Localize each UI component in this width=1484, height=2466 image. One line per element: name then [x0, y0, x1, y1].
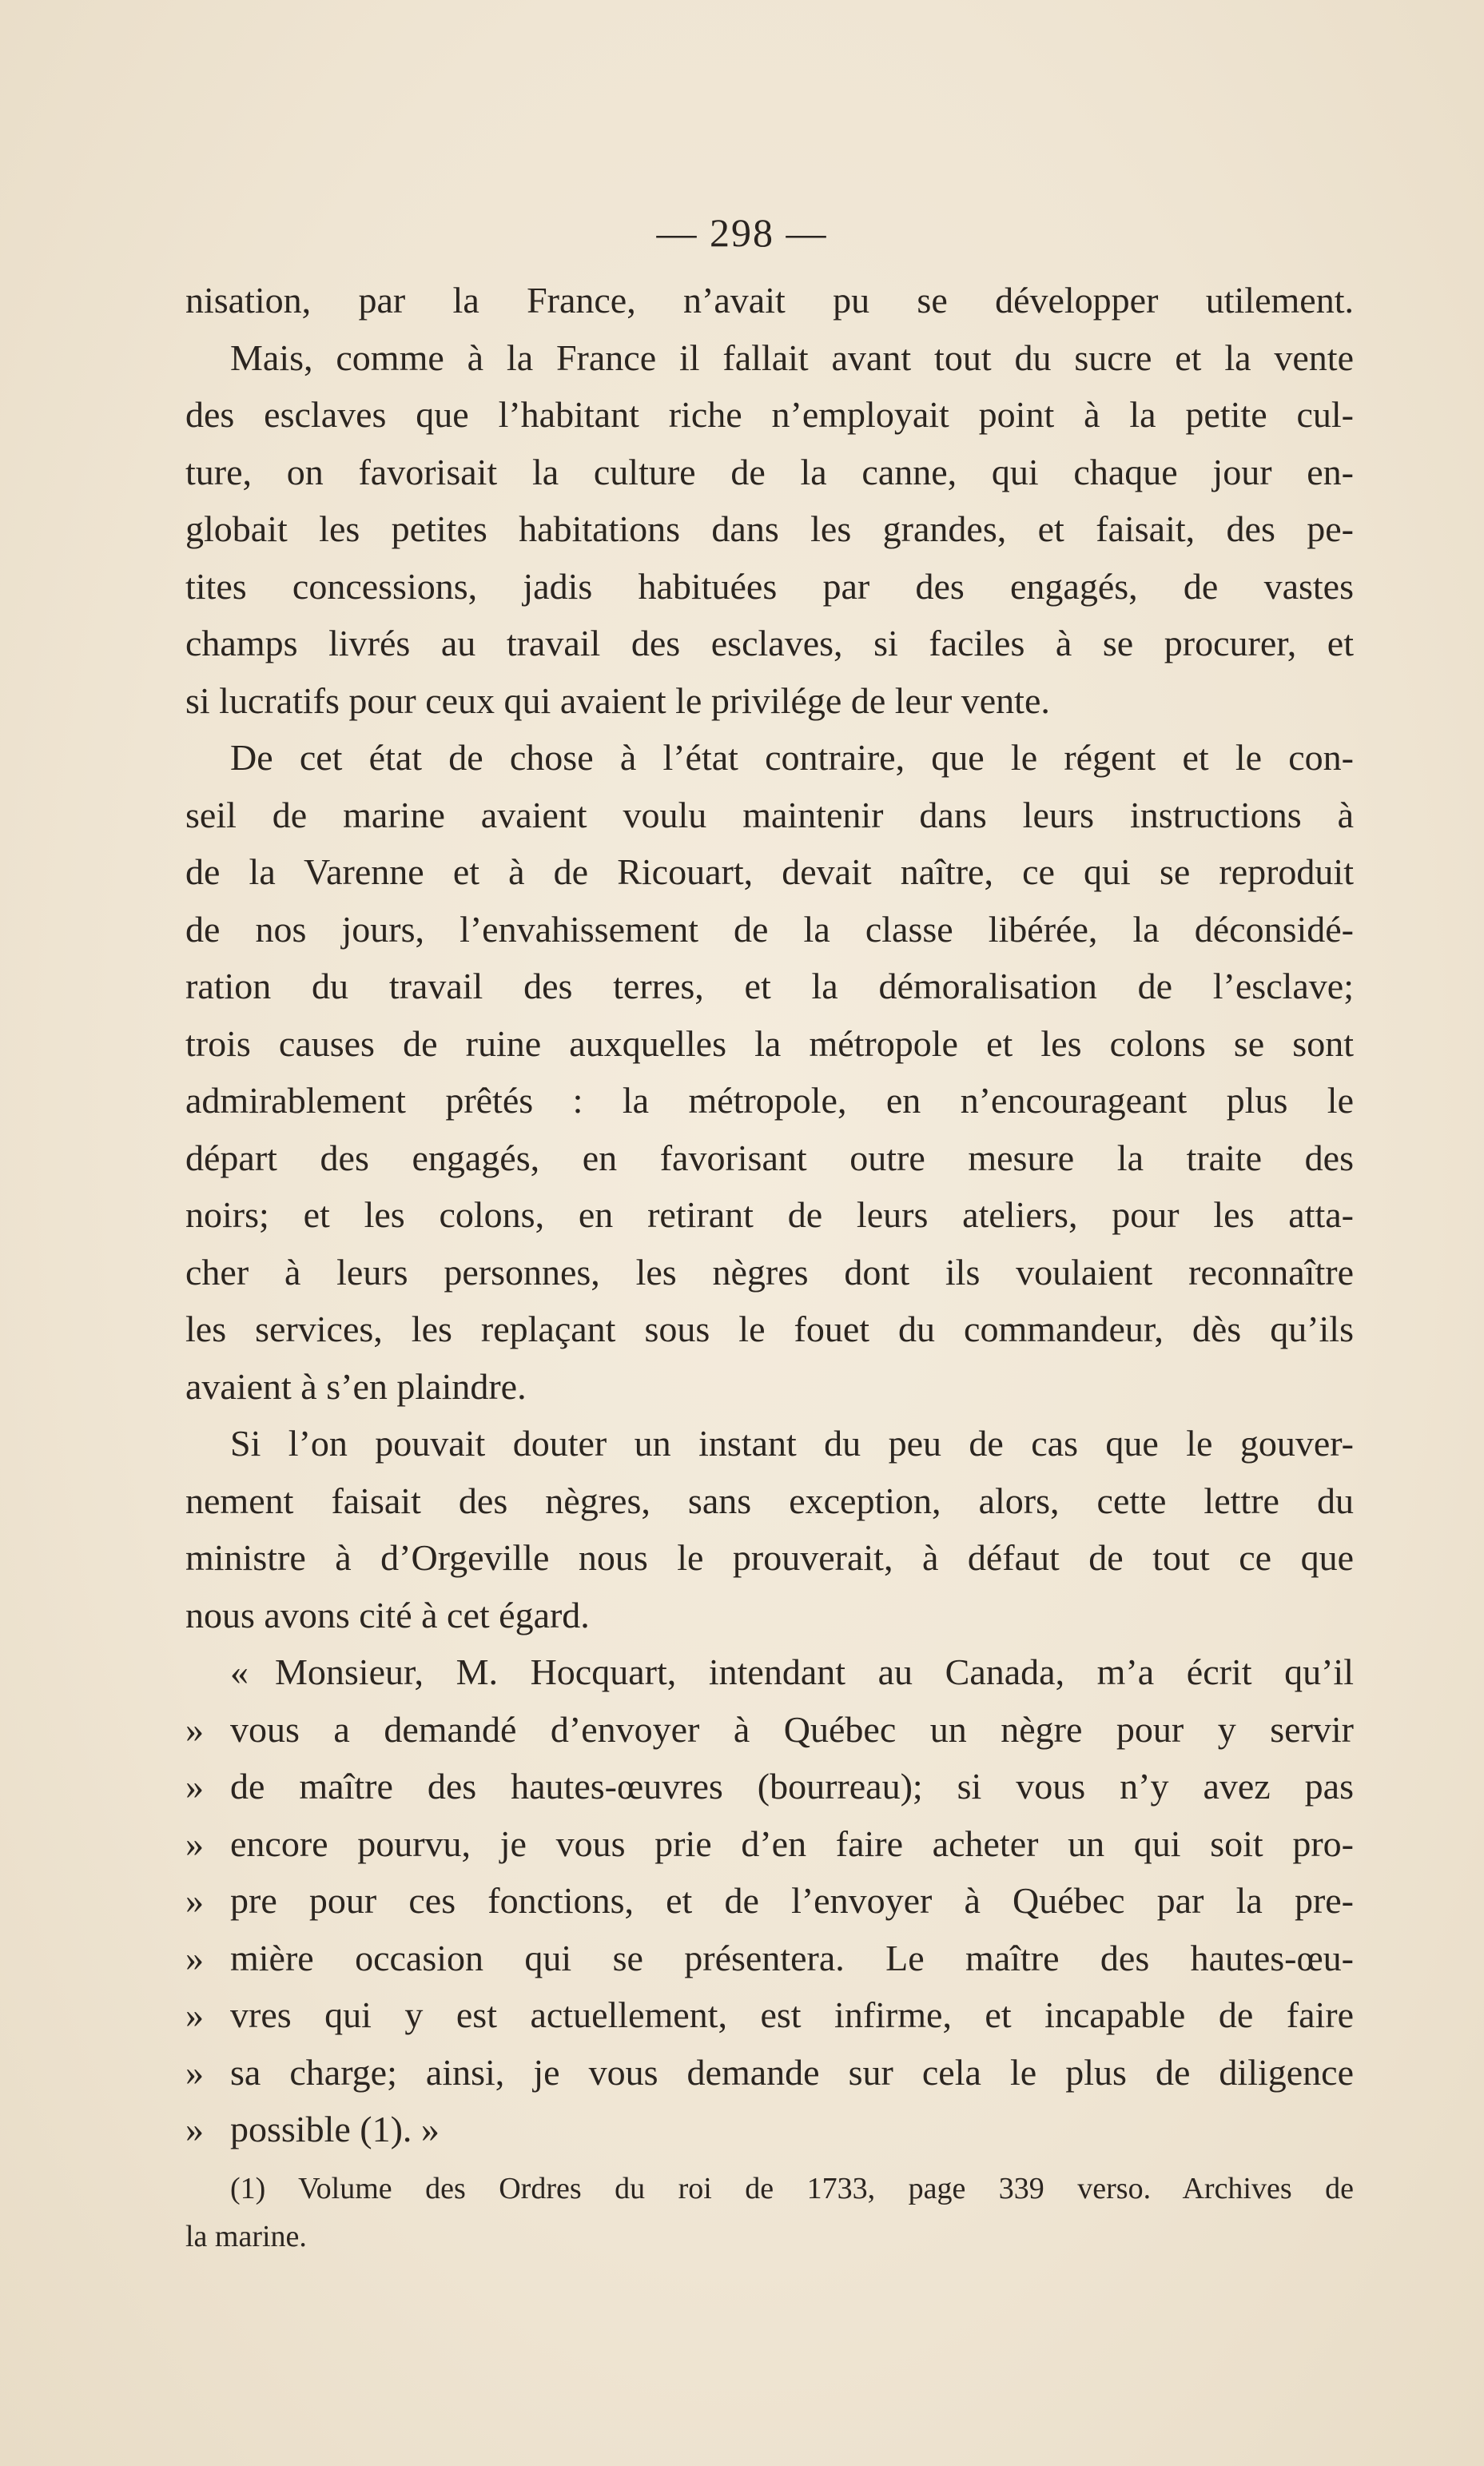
quote-line [185, 2101, 1354, 2158]
text-line: de nos jours, l’envahissement de la classe libérée, la déconsidé- [185, 908, 1354, 950]
page-number: — 298 — [656, 210, 828, 255]
text-line: seil de marine avaient voulu maintenir dans leurs instructions à [185, 794, 1354, 835]
text-line: Si l’on pouvait douter un instant du peu de cas que le gouver- [230, 1423, 1354, 1464]
quote-text: possible (1). » [230, 2109, 440, 2149]
quote-line [185, 1643, 1354, 1701]
text-line: les services, les replaçant sous le fouet du commandeur, dès qu’ils [185, 1309, 1354, 1349]
quote-text: de maître des hautes-œuvres (bourreau); si vous n’y avez pas [230, 1766, 1354, 1807]
quote-mark: » [185, 2051, 204, 2093]
footnote [185, 2165, 1354, 2261]
text-line: si lucratifs pour ceux qui avaient le privilége de leur vente. [185, 679, 1050, 721]
quote-mark: » [185, 1880, 204, 1921]
quote-text: encore pourvu, je vous prie d’en faire acheter un qui soit pro- [230, 1823, 1354, 1864]
text-line: trois causes de ruine auxquelles la métropole et les colons se sont [185, 1022, 1354, 1064]
text-line: cher à leurs personnes, les nègres dont ils voulaient reconnaître [185, 1251, 1354, 1293]
quote-text: sa charge; ainsi, je vous demande sur cela le plus de diligence [230, 2051, 1354, 2093]
quote-line [185, 1701, 1354, 1759]
quote-text: vres qui y est actuellement, est infirme, et incapable de faire [230, 1994, 1354, 2035]
text-line: de la Varenne et à de Ricouart, devait naître, ce qui se reproduit [185, 851, 1354, 892]
quote-text: pre pour ces fonctions, et de l’envoyer à Québec par la pre- [230, 1880, 1354, 1921]
quote-mark: » [185, 1823, 204, 1864]
quote-line [185, 1930, 1354, 1987]
quote-line [185, 1758, 1354, 1815]
text-line: admirablement prêtés : la métropole, en n’encourageant plus le [185, 1080, 1354, 1121]
text-line: des esclaves que l’habitant riche n’employait point à la petite cul- [185, 394, 1354, 435]
quote-line [185, 2044, 1354, 2101]
quote-line [185, 1872, 1354, 1930]
text-line: De cet état de chose à l’état contraire, que le régent et le con- [230, 737, 1354, 778]
text-line: nous avons cité à cet égard. [185, 1594, 590, 1635]
text-line: ture, on favorisait la culture de la canne, qui chaque jour en- [185, 451, 1354, 492]
quote-line [185, 1986, 1354, 2044]
text-line: nisation, par la France, n’avait pu se développer utilement. [185, 280, 1354, 321]
text-line: champs livrés au travail des esclaves, si faciles à se procurer, et [185, 623, 1354, 663]
paragraph [185, 729, 1354, 1415]
text-line: Mais, comme à la France il fallait avant tout du sucre et la vente [230, 337, 1354, 378]
text-line: noirs; et les colons, en retirant de leurs ateliers, pour les atta- [185, 1194, 1354, 1235]
quote-text: mière occasion qui se présentera. Le maître des hautes-œu- [230, 1937, 1354, 1978]
text-line: nement faisait des nègres, sans exception, alors, cette lettre du [185, 1480, 1354, 1521]
text-line: départ des engagés, en favorisant outre mesure la traite des [185, 1137, 1354, 1178]
quote-mark: » [185, 1994, 204, 2035]
quote-text: vous a demandé d’envoyer à Québec un nègre pour y servir [230, 1708, 1354, 1750]
quote-mark: » [185, 2109, 204, 2149]
quote-mark: « [230, 1651, 249, 1692]
text-line: ration du travail des terres, et la démoralisation de l’esclave; [185, 966, 1354, 1006]
body-text [185, 272, 1354, 2158]
paragraph [185, 272, 1354, 729]
text-line: ministre à d’Orgeville nous le prouverait, à défaut de tout ce que [185, 1537, 1354, 1578]
quote-mark: » [185, 1708, 204, 1750]
footnote-line: (1) Volume des Ordres du roi de 1733, page 339 verso. Archives de [230, 2172, 1354, 2205]
text-line: globait les petites habitations dans les grandes, et faisait, des pe- [185, 508, 1354, 549]
quote-mark: » [185, 1766, 204, 1807]
paragraph [185, 1415, 1354, 1643]
text-line: tites concessions, jadis habituées par des engagés, de vastes [185, 565, 1354, 607]
quote-text: Monsieur, M. Hocquart, intendant au Canada, m’a écrit qu’il [275, 1651, 1354, 1692]
quote-mark: » [185, 1937, 204, 1978]
text-line: avaient à s’en plaindre. [185, 1365, 527, 1407]
footnote-line: la marine. [185, 2220, 307, 2253]
quote-line [185, 1815, 1354, 1873]
quoted-letter [185, 1643, 1354, 2158]
